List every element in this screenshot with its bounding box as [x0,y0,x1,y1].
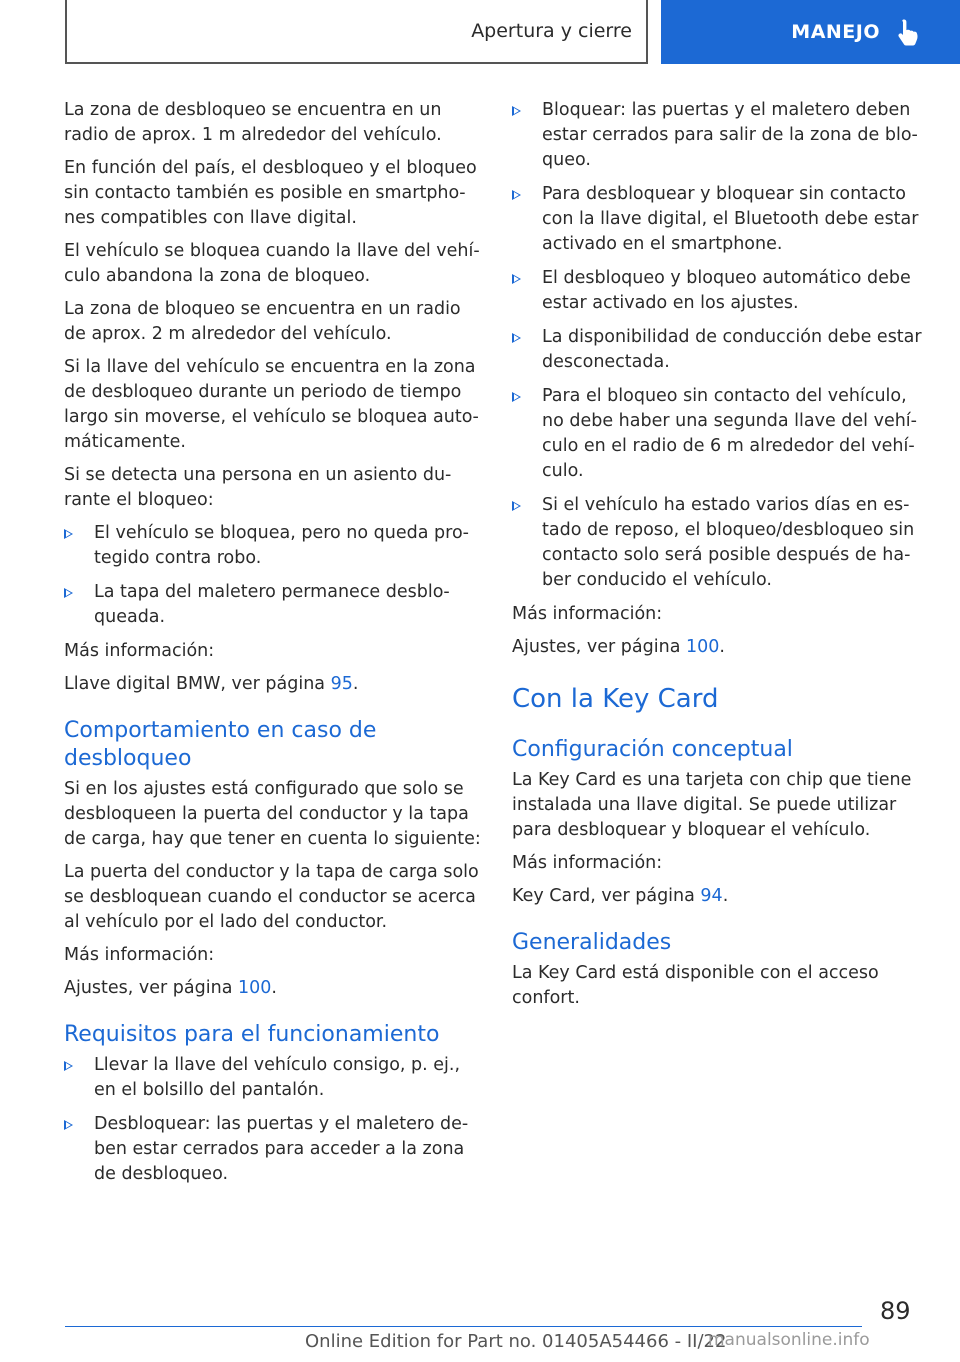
paragraph: La puerta del conductor y la tapa de carga solo se desbloquean cuando el conductor se acerca al vehículo por el lado del conductor. [64,862,479,932]
bullet-list [64,521,482,630]
list-item: Llevar la llave del vehículo consigo, p. ej., en el bolsillo del pantalón. [64,1053,482,1103]
list-item: Si el vehículo ha estado varios días en es‐ tado de reposo, el bloqueo/desbloqueo sin contacto solo será posible después de ha‐ ber conducido el vehículo. [512,493,928,593]
triangle-bullet-icon [512,392,521,402]
chapter-title: MANEJO [791,21,880,43]
heading-requirements: Requisitos para el funcionamiento [64,1022,440,1047]
paragraph: Si se detecta una persona en un asiento du‐ rante el bloqueo: [64,465,452,510]
list-item: El desbloqueo y bloqueo automático debe estar activado en los ajustes. [512,266,928,316]
list-item: Desbloquear: las puertas y el maletero de‐ ben estar cerrados para acceder a la zona de desbloqueo. [64,1112,482,1187]
paragraph: La zona de bloqueo se encuentra en un radio de aprox. 2 m alrededor del vehículo. [64,299,461,344]
paragraph: El vehículo se bloquea cuando la llave del vehí‐ culo abandona la zona de bloqueo. [64,241,480,286]
paragraph: Si en los ajustes está configurado que solo se desbloqueen la puerta del conductor y la tapa de carga, hay que tener en cuenta lo siguiente: [64,779,481,849]
bullet-list [64,1053,482,1187]
left-column [64,98,482,1196]
cross-reference: Key Card, ver página 94. [512,886,729,906]
list-item: Para desbloquear y bloquear sin contacto con la llave digital, el Bluetooth debe estar activado en el smartphone. [512,182,928,257]
page-link-95[interactable]: 95 [330,674,353,694]
cross-reference: Llave digital BMW, ver página 95. [64,674,359,694]
paragraph: La zona de desbloqueo se encuentra en un radio de aprox. 1 m alrededor del vehículo. [64,100,442,145]
triangle-bullet-icon [512,274,521,284]
list-item: Para el bloqueo sin contacto del vehículo, no debe haber una segunda llave del vehí‐ culo en el radio de 6 m alrededor del vehí‐ culo. [512,384,928,484]
more-info-label: Más información: [512,853,663,873]
more-info-label: Más información: [64,641,215,661]
bullet-list [512,98,928,593]
more-info-label: Más información: [64,945,215,965]
list-item: La disponibilidad de conducción debe estar desconectada. [512,325,928,375]
triangle-bullet-icon [64,588,73,598]
heading-concept: Configuración conceptual [512,737,793,762]
cross-reference: Ajustes, ver página 100. [512,637,725,657]
list-item: La tapa del maletero permanece desblo‐ queada. [64,580,482,630]
triangle-bullet-icon [512,333,521,343]
page-link-100[interactable]: 100 [685,637,720,657]
triangle-bullet-icon [512,106,521,116]
section-title: Apertura y cierre [471,20,632,42]
heading-key-card: Con la Key Card [512,684,719,714]
watermark: manualsonline.info [708,1330,870,1350]
header-chapter-tab[interactable] [661,0,960,64]
page-number: 89 [880,1297,911,1325]
paragraph: En función del país, el desbloqueo y el bloqueo sin contacto también es posible en smartpho‐ nes compatibles con llave digital. [64,158,477,228]
triangle-bullet-icon [64,529,73,539]
page-link-100[interactable]: 100 [237,978,272,998]
triangle-bullet-icon [512,501,521,511]
more-info-label: Más información: [512,604,663,624]
right-column [512,98,928,1019]
footer-edition: Online Edition for Part no. 01405A54466 - II/22 [305,1331,727,1352]
triangle-bullet-icon [512,190,521,200]
triangle-bullet-icon [64,1061,73,1071]
page-link-94[interactable]: 94 [700,886,723,906]
paragraph: La Key Card es una tarjeta con chip que tiene instalada una llave digital. Se puede utilizar para desbloquear y bloquear el vehículo. [512,770,912,840]
paragraph: Si la llave del vehículo se encuentra en la zona de desbloqueo durante un periodo de tiempo largo sin moverse, el vehículo se bloquea auto‐ máticamente. [64,357,479,452]
heading-unlock-behavior: Comportamiento en caso de desbloqueo [64,718,377,771]
cross-reference: Ajustes, ver página 100. [64,978,277,998]
list-item: Bloquear: las puertas y el maletero deben estar cerrados para salir de la zona de blo‐ queo. [512,98,928,173]
footer-divider [65,1326,862,1327]
heading-general: Generalidades [512,930,672,955]
paragraph: La Key Card está disponible con el acceso confort. [512,963,879,1008]
triangle-bullet-icon [64,1120,73,1130]
pointing-hand-icon [896,18,922,46]
header-section-tab [65,0,648,64]
list-item: El vehículo se bloquea, pero no queda pro‐ tegido contra robo. [64,521,482,571]
